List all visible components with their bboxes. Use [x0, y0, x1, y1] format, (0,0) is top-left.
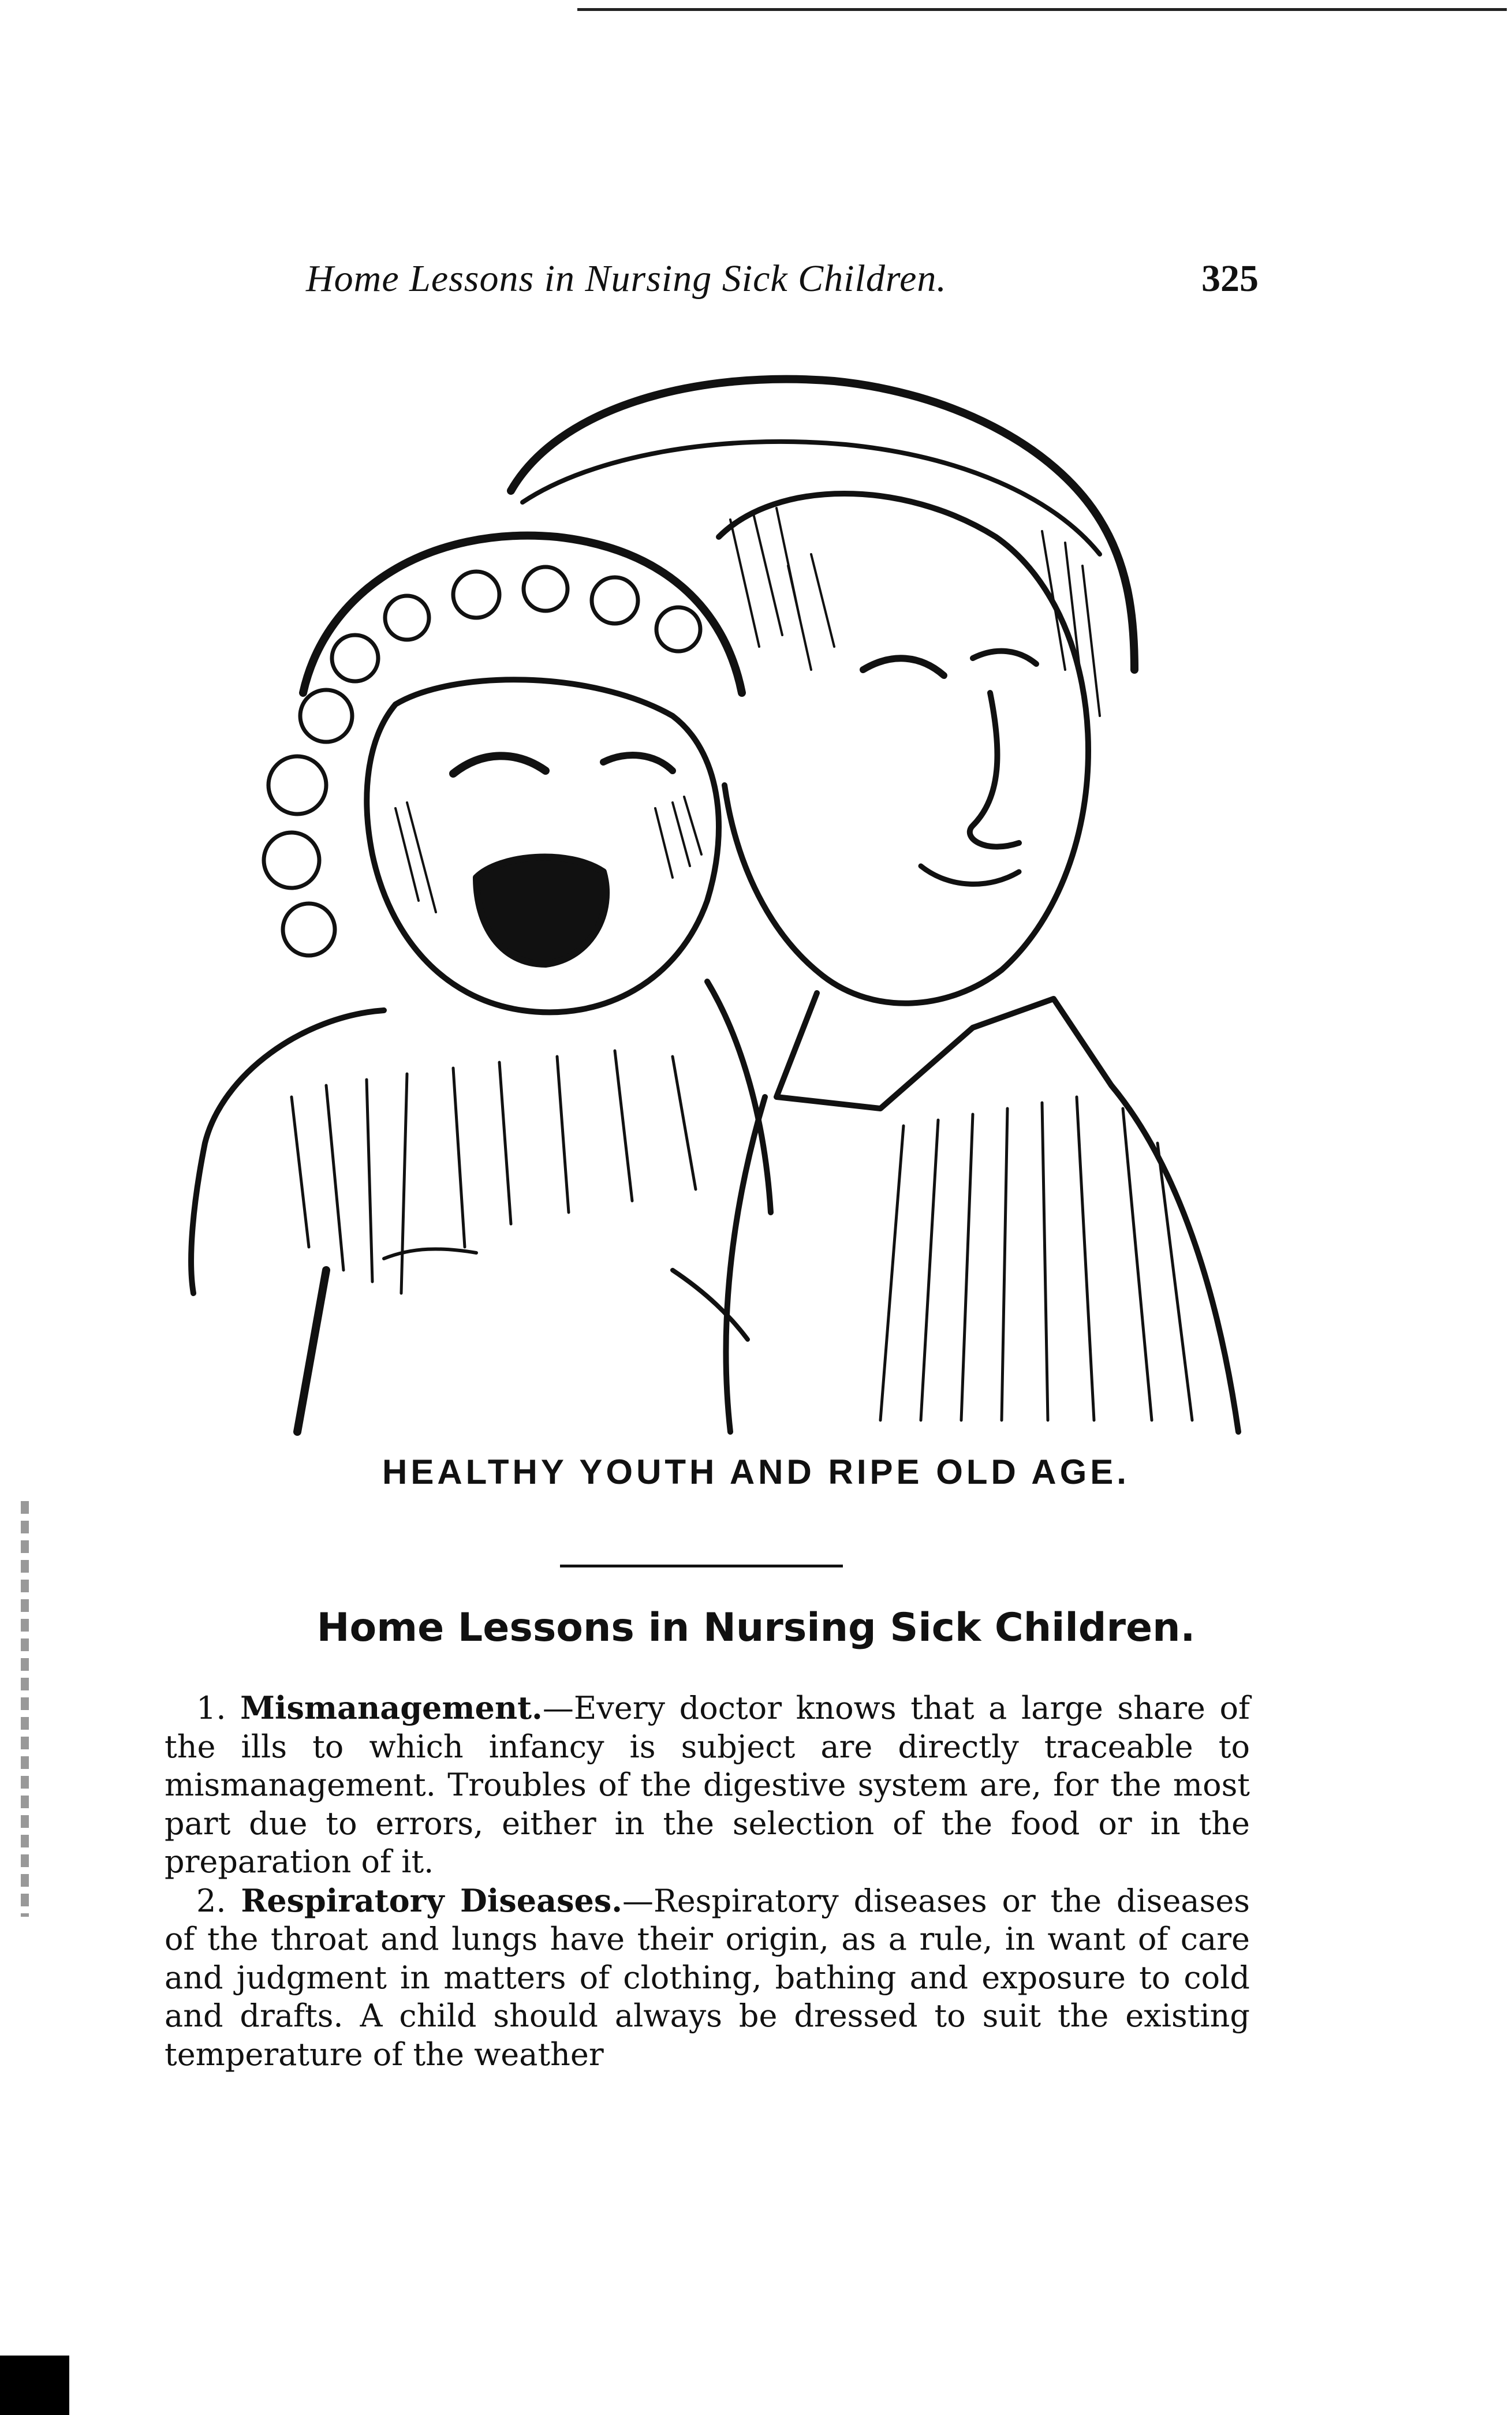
section-divider	[560, 1565, 843, 1567]
running-head	[306, 257, 1259, 309]
paragraph-number: 1.	[196, 1690, 226, 1726]
old-man-face	[719, 494, 1088, 1003]
illustration-youth-and-old-age	[153, 346, 1264, 1443]
illustration-caption: HEALTHY YOUTH AND RIPE OLD AGE.	[382, 1453, 1130, 1491]
child-mouth	[476, 857, 606, 964]
paragraph-heading: Respiratory Diseases.	[241, 1882, 623, 1919]
old-man-coat	[726, 1085, 1239, 1432]
child-hair	[303, 536, 742, 693]
binding-edge-mark	[21, 1501, 29, 1917]
paragraph-text: —Respiratory diseases or the diseases of the throat and lungs have their origin, as a rule, in want of care and judgment in matters of clothing, bathing and exposure to cold and drafts. A child should always be dressed to suit the existing temperature of the weather	[165, 1882, 1250, 2073]
body-text	[165, 1689, 1250, 2074]
child-dress	[191, 981, 771, 1293]
old-man-collar	[776, 993, 1111, 1108]
paragraph-mismanagement	[165, 1689, 1250, 1882]
page-number: 325	[1201, 257, 1259, 300]
top-rule	[577, 8, 1507, 11]
paragraph-text: —Every doctor knows that a large share of the ills to which infancy is subject are directly traceable to mismanagement. Troubles of the digestive system are, for the most part due to errors, either in the selection of the food or in the preparation of it.	[165, 1690, 1250, 1880]
paragraph-respiratory-diseases	[165, 1882, 1250, 2074]
corner-registration-mark	[0, 2356, 69, 2415]
section-title: Home Lessons in Nursing Sick Children.	[316, 1605, 1196, 1651]
paragraph-heading: Mismanagement.	[240, 1689, 543, 1726]
old-man-hat	[511, 379, 1134, 670]
running-head-title: Home Lessons in Nursing Sick Children.	[306, 257, 947, 300]
paragraph-number: 2.	[196, 1882, 226, 1919]
